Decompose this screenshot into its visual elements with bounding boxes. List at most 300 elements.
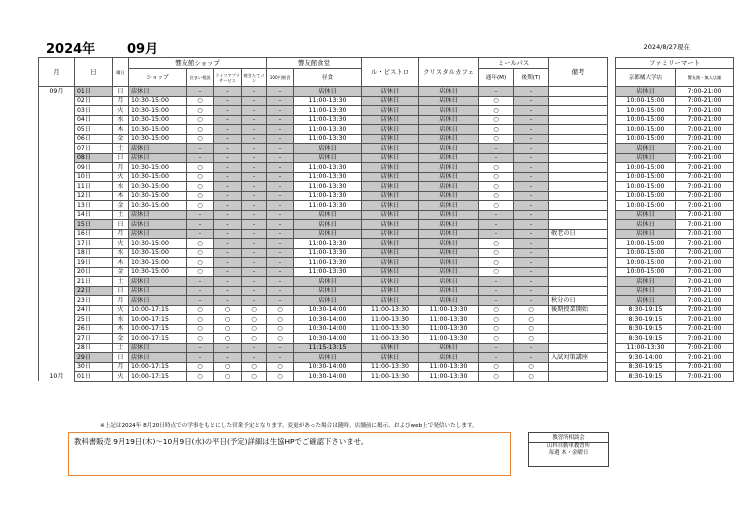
table-row <box>39 220 734 230</box>
table-row <box>39 258 734 268</box>
cell-lunch: 10:30-14:00 <box>294 305 362 315</box>
cell-fm-hibiki: 7:00-21:00 <box>676 334 734 344</box>
cell-lunch: 店休日 <box>294 220 362 230</box>
cell-day: 16日 <box>75 229 113 239</box>
cell-remarks <box>549 182 608 192</box>
cell-shop: 10:00-17:15 <box>129 315 187 325</box>
cell-weekday: 土 <box>113 277 129 287</box>
cell-fm-kyoto: 10:00-15:00 <box>616 106 676 116</box>
cell-reuse: - <box>214 163 242 173</box>
table-row <box>39 153 734 163</box>
cell-fm-kyoto: 店休日 <box>616 220 676 230</box>
cell-shop: 10:30-15:00 <box>129 248 187 258</box>
cell-crystal: 店休日 <box>419 229 479 239</box>
cell-bistro: 店休日 <box>362 191 419 201</box>
cell-shop: 店休日 <box>129 286 187 296</box>
cell-weekday: 火 <box>113 172 129 182</box>
cell-shop: 10:00-17:15 <box>129 324 187 334</box>
table-row <box>39 182 734 192</box>
cell-100yen: - <box>267 248 294 258</box>
cell-day: 05日 <box>75 125 113 135</box>
cell-bakery: - <box>242 258 267 268</box>
cell-shop: 10:30-15:00 <box>129 239 187 249</box>
cell-day: 01日 <box>75 372 113 382</box>
cell-weekday: 日 <box>113 353 129 363</box>
cell-mp-late: - <box>514 163 549 173</box>
cell-mp-late: - <box>514 220 549 230</box>
driving-school-days: 毎週 木・金曜日 <box>548 450 589 456</box>
cell-reuse: ○ <box>214 305 242 315</box>
cell-reuse: - <box>214 125 242 135</box>
cell-bistro: 店休日 <box>362 153 419 163</box>
cell-sumai: ○ <box>187 191 214 201</box>
cell-mp-late: ○ <box>514 362 549 372</box>
cell-fm-hibiki: 7:00-21:00 <box>676 201 734 211</box>
cell-100yen: ○ <box>267 362 294 372</box>
cell-sumai: - <box>187 296 214 306</box>
cell-weekday: 土 <box>113 343 129 353</box>
cell-reuse: ○ <box>214 324 242 334</box>
cell-bistro: 店休日 <box>362 353 419 363</box>
driving-school-title: 教習所相談会 <box>529 433 608 443</box>
cell-mp-weekday: ○ <box>479 334 514 344</box>
cell-shop: 10:00-17:15 <box>129 372 187 382</box>
cell-crystal: 店休日 <box>419 210 479 220</box>
cell-sumai: - <box>187 87 214 97</box>
cell-shop: 10:30-15:00 <box>129 134 187 144</box>
cell-bakery: - <box>242 239 267 249</box>
cell-crystal: 店休日 <box>419 248 479 258</box>
cell-remarks: 後期授業開始 <box>549 305 608 315</box>
cell-sumai: ○ <box>187 324 214 334</box>
col-group-mealpass: ミールパス <box>479 58 549 69</box>
cell-mp-weekday: ○ <box>479 106 514 116</box>
cell-100yen: - <box>267 106 294 116</box>
cell-fm-hibiki: 7:00-21:00 <box>676 267 734 277</box>
cell-mp-late: - <box>514 96 549 106</box>
cell-reuse: ○ <box>214 362 242 372</box>
table-row <box>39 96 734 106</box>
table-row <box>39 353 734 363</box>
cell-shop: 店休日 <box>129 353 187 363</box>
cell-bistro: 店休日 <box>362 210 419 220</box>
cell-lunch: 11:00-13:30 <box>294 115 362 125</box>
cell-100yen: - <box>267 115 294 125</box>
cell-bistro: 店休日 <box>362 248 419 258</box>
cell-reuse: - <box>214 296 242 306</box>
cell-bakery: - <box>242 296 267 306</box>
cell-remarks <box>549 315 608 325</box>
cell-shop: 店休日 <box>129 220 187 230</box>
cell-lunch: 11:00-13:30 <box>294 258 362 268</box>
month-title: 09月 <box>127 42 159 57</box>
cell-bistro: 店休日 <box>362 296 419 306</box>
cell-month <box>39 296 75 306</box>
cell-remarks <box>549 125 608 135</box>
cell-100yen: - <box>267 125 294 135</box>
cell-100yen: - <box>267 286 294 296</box>
cell-day: 18日 <box>75 248 113 258</box>
cell-bistro: 店休日 <box>362 125 419 135</box>
cell-day: 21日 <box>75 277 113 287</box>
cell-100yen: - <box>267 153 294 163</box>
cell-bistro: 11:00-13:30 <box>362 324 419 334</box>
cell-weekday: 月 <box>113 296 129 306</box>
cell-sumai: - <box>187 153 214 163</box>
cell-sumai: ○ <box>187 267 214 277</box>
cell-fm-hibiki: 7:00-21:00 <box>676 87 734 97</box>
cell-reuse: - <box>214 210 242 220</box>
cell-fm-kyoto: 10:00-15:00 <box>616 258 676 268</box>
cell-bakery: ○ <box>242 315 267 325</box>
cell-month <box>39 343 75 353</box>
cell-fm-kyoto: 8:30-19:15 <box>616 324 676 334</box>
cell-month <box>39 163 75 173</box>
cell-100yen: - <box>267 296 294 306</box>
cell-fm-kyoto: 10:00-15:00 <box>616 201 676 211</box>
cell-fm-kyoto: 8:30-19:15 <box>616 305 676 315</box>
cell-bistro: 店休日 <box>362 267 419 277</box>
cell-bakery: - <box>242 210 267 220</box>
cell-sumai: ○ <box>187 248 214 258</box>
table-row <box>39 115 734 125</box>
cell-month <box>39 362 75 372</box>
cell-day: 04日 <box>75 115 113 125</box>
cell-bakery: - <box>242 286 267 296</box>
cell-weekday: 日 <box>113 286 129 296</box>
cell-crystal: 店休日 <box>419 96 479 106</box>
cell-reuse: - <box>214 277 242 287</box>
cell-mp-weekday: ○ <box>479 248 514 258</box>
cell-month <box>39 210 75 220</box>
cell-100yen: - <box>267 144 294 154</box>
cell-remarks <box>549 324 608 334</box>
cell-fm-kyoto: 10:00-15:00 <box>616 96 676 106</box>
cell-crystal: 店休日 <box>419 296 479 306</box>
col-fm-kyoto: 京都橘大学店 <box>616 69 676 87</box>
cell-day: 07日 <box>75 144 113 154</box>
cell-fm-hibiki: 7:00-21:00 <box>676 343 734 353</box>
cell-bistro: 11:00-13:30 <box>362 362 419 372</box>
cell-day: 15日 <box>75 220 113 230</box>
cell-fm-hibiki: 7:00-21:00 <box>676 258 734 268</box>
cell-day: 01日 <box>75 87 113 97</box>
cell-fm-hibiki: 7:00-21:00 <box>676 372 734 382</box>
cell-mp-late: - <box>514 125 549 135</box>
cell-reuse: - <box>214 106 242 116</box>
cell-mp-weekday: ○ <box>479 134 514 144</box>
cell-mp-late: - <box>514 248 549 258</box>
cell-fm-kyoto: 10:00-15:00 <box>616 125 676 135</box>
cell-bistro: 店休日 <box>362 134 419 144</box>
cell-day: 24日 <box>75 305 113 315</box>
cell-shop: 店休日 <box>129 277 187 287</box>
cell-fm-kyoto: 10:00-15:00 <box>616 172 676 182</box>
cell-shop: 店休日 <box>129 87 187 97</box>
driving-school-box <box>528 432 609 467</box>
schedule-table <box>38 57 734 382</box>
cell-sumai: ○ <box>187 134 214 144</box>
cell-remarks <box>549 210 608 220</box>
cell-fm-kyoto: 店休日 <box>616 210 676 220</box>
cell-sumai: - <box>187 144 214 154</box>
table-row <box>39 286 734 296</box>
cell-sumai: - <box>187 277 214 287</box>
cell-shop: 店休日 <box>129 229 187 239</box>
table-row <box>39 239 734 249</box>
cell-day: 26日 <box>75 324 113 334</box>
cell-lunch: 11:00-13:30 <box>294 191 362 201</box>
cell-remarks <box>549 87 608 97</box>
cell-sumai: ○ <box>187 172 214 182</box>
cell-fm-kyoto: 8:30-19:15 <box>616 334 676 344</box>
table-row <box>39 362 734 372</box>
cell-shop: 10:30-15:00 <box>129 106 187 116</box>
cell-mp-late: - <box>514 258 549 268</box>
cell-mp-weekday: ○ <box>479 163 514 173</box>
cell-mp-weekday: ○ <box>479 191 514 201</box>
cell-100yen: - <box>267 163 294 173</box>
as-of-date: 2024/8/27現在 <box>643 43 690 51</box>
cell-lunch: 店休日 <box>294 353 362 363</box>
cell-crystal: 店休日 <box>419 343 479 353</box>
cell-100yen: - <box>267 201 294 211</box>
cell-remarks <box>549 258 608 268</box>
cell-mp-late: - <box>514 296 549 306</box>
cell-day: 25日 <box>75 315 113 325</box>
cell-remarks: 敬老の日 <box>549 229 608 239</box>
cell-bakery: - <box>242 125 267 135</box>
cell-remarks: 秋分の日 <box>549 296 608 306</box>
cell-crystal: 店休日 <box>419 191 479 201</box>
cell-bistro: 店休日 <box>362 106 419 116</box>
cell-shop: 店休日 <box>129 343 187 353</box>
cell-bakery: - <box>242 106 267 116</box>
cell-crystal: 店休日 <box>419 267 479 277</box>
col-mp-weekday: 通年(M) <box>479 69 514 87</box>
cell-remarks <box>549 248 608 258</box>
cell-mp-late: - <box>514 191 549 201</box>
cell-fm-kyoto: 9:30-14:00 <box>616 353 676 363</box>
col-crystal: クリスタルカフェ <box>419 58 479 87</box>
cell-day: 11日 <box>75 182 113 192</box>
cell-lunch: 11:00-13:30 <box>294 134 362 144</box>
cell-fm-kyoto: 8:30-19:15 <box>616 315 676 325</box>
cell-bakery: - <box>242 144 267 154</box>
table-row <box>39 324 734 334</box>
cell-fm-hibiki: 7:00-21:00 <box>676 106 734 116</box>
cell-fm-kyoto: 店休日 <box>616 286 676 296</box>
cell-mp-late: - <box>514 115 549 125</box>
cell-month <box>39 267 75 277</box>
cell-month <box>39 144 75 154</box>
col-sumai: 住まい相談 <box>187 69 214 87</box>
cell-mp-weekday: ○ <box>479 267 514 277</box>
table-row <box>39 210 734 220</box>
driving-school-name: 山科自動車教習所 <box>546 443 591 449</box>
cell-bakery: ○ <box>242 305 267 315</box>
col-reuse: ライフアプリサービス <box>214 69 242 87</box>
cell-lunch: 10:30-14:00 <box>294 334 362 344</box>
cell-crystal: 11:00-13:30 <box>419 305 479 315</box>
cell-crystal: 店休日 <box>419 286 479 296</box>
cell-bakery: - <box>242 229 267 239</box>
cell-mp-late: - <box>514 182 549 192</box>
cell-lunch: 店休日 <box>294 144 362 154</box>
cell-month <box>39 172 75 182</box>
col-weekday: 曜日 <box>113 58 129 87</box>
cell-sumai: ○ <box>187 201 214 211</box>
table-row <box>39 201 734 211</box>
cell-mp-late: - <box>514 201 549 211</box>
cell-lunch: 店休日 <box>294 286 362 296</box>
cell-sumai: - <box>187 343 214 353</box>
cell-sumai: ○ <box>187 125 214 135</box>
cell-reuse: - <box>214 144 242 154</box>
cell-crystal: 店休日 <box>419 153 479 163</box>
cell-crystal: 店休日 <box>419 277 479 287</box>
cell-sumai: - <box>187 229 214 239</box>
cell-mp-late: - <box>514 353 549 363</box>
cell-shop: 10:30-15:00 <box>129 258 187 268</box>
cell-day: 23日 <box>75 296 113 306</box>
cell-fm-hibiki: 7:00-21:00 <box>676 296 734 306</box>
cell-mp-weekday: ○ <box>479 362 514 372</box>
cell-100yen: - <box>267 220 294 230</box>
cell-bakery: ○ <box>242 334 267 344</box>
cell-crystal: 店休日 <box>419 125 479 135</box>
cell-reuse: - <box>214 353 242 363</box>
cell-fm-kyoto: 10:00-15:00 <box>616 248 676 258</box>
cell-100yen: - <box>267 210 294 220</box>
cell-fm-hibiki: 7:00-21:00 <box>676 248 734 258</box>
cell-day: 08日 <box>75 153 113 163</box>
cell-weekday: 水 <box>113 115 129 125</box>
cell-month <box>39 153 75 163</box>
cell-day: 09日 <box>75 163 113 173</box>
cell-crystal: 店休日 <box>419 115 479 125</box>
cell-day: 17日 <box>75 239 113 249</box>
cell-month <box>39 315 75 325</box>
cell-shop: 10:30-15:00 <box>129 172 187 182</box>
cell-100yen: - <box>267 191 294 201</box>
cell-bakery: - <box>242 153 267 163</box>
cell-day: 29日 <box>75 353 113 363</box>
cell-crystal: 店休日 <box>419 163 479 173</box>
cell-remarks <box>549 144 608 154</box>
cell-weekday: 月 <box>113 163 129 173</box>
cell-mp-weekday: - <box>479 153 514 163</box>
cell-day: 14日 <box>75 210 113 220</box>
cell-weekday: 火 <box>113 239 129 249</box>
cell-remarks <box>549 277 608 287</box>
cell-lunch: 10:30-14:00 <box>294 362 362 372</box>
cell-shop: 10:00-17:15 <box>129 334 187 344</box>
cell-lunch: 11:00-13:30 <box>294 182 362 192</box>
cell-remarks <box>549 362 608 372</box>
cell-month <box>39 115 75 125</box>
cell-reuse: - <box>214 182 242 192</box>
cell-shop: 10:30-15:00 <box>129 191 187 201</box>
cell-reuse: ○ <box>214 372 242 382</box>
cell-lunch: 11:00-13:30 <box>294 163 362 173</box>
cell-lunch: 店休日 <box>294 210 362 220</box>
cell-fm-hibiki: 7:00-21:00 <box>676 362 734 372</box>
table-row <box>39 229 734 239</box>
cell-fm-hibiki: 7:00-21:00 <box>676 286 734 296</box>
cell-100yen: - <box>267 267 294 277</box>
cell-lunch: 11:00-13:30 <box>294 239 362 249</box>
cell-bistro: 店休日 <box>362 182 419 192</box>
table-row <box>39 163 734 173</box>
cell-day: 30日 <box>75 362 113 372</box>
cell-crystal: 店休日 <box>419 87 479 97</box>
cell-fm-kyoto: 10:00-15:00 <box>616 239 676 249</box>
cell-100yen: ○ <box>267 372 294 382</box>
cell-weekday: 木 <box>113 125 129 135</box>
cell-bakery: - <box>242 96 267 106</box>
cell-mp-weekday: - <box>479 229 514 239</box>
cell-100yen: - <box>267 229 294 239</box>
cell-bakery: - <box>242 87 267 97</box>
cell-reuse: - <box>214 87 242 97</box>
cell-mp-late: - <box>514 267 549 277</box>
cell-lunch: 店休日 <box>294 277 362 287</box>
cell-mp-late: - <box>514 134 549 144</box>
cell-bakery: - <box>242 220 267 230</box>
cell-weekday: 水 <box>113 248 129 258</box>
cell-fm-hibiki: 7:00-21:00 <box>676 305 734 315</box>
cell-mp-weekday: - <box>479 220 514 230</box>
cell-remarks: 入試対策講座 <box>549 353 608 363</box>
cell-100yen: - <box>267 277 294 287</box>
cell-bistro: 店休日 <box>362 96 419 106</box>
cell-remarks <box>549 220 608 230</box>
cell-bistro: 店休日 <box>362 286 419 296</box>
cell-reuse: - <box>214 96 242 106</box>
cell-mp-weekday: - <box>479 210 514 220</box>
cell-month <box>39 353 75 363</box>
cell-mp-weekday: ○ <box>479 125 514 135</box>
col-group-shop: 響友館ショップ <box>129 58 267 69</box>
cell-bakery: - <box>242 248 267 258</box>
cell-day: 20日 <box>75 267 113 277</box>
cell-fm-kyoto: 11:00-13:30 <box>616 343 676 353</box>
cell-bistro: 店休日 <box>362 172 419 182</box>
cell-remarks <box>549 201 608 211</box>
cell-month <box>39 305 75 315</box>
col-bistro: ル・ビストロ <box>362 58 419 87</box>
textbook-notice-text: 教科書販売 9月19日(木)～10月9日(水)の平日(予定)詳細は生協HPでご確認下さいませ。 <box>74 437 369 446</box>
cell-mp-late: ○ <box>514 334 549 344</box>
cell-shop: 10:30-15:00 <box>129 96 187 106</box>
cell-bistro: 店休日 <box>362 144 419 154</box>
cell-mp-late: - <box>514 153 549 163</box>
cell-sumai: - <box>187 286 214 296</box>
cell-shop: 店休日 <box>129 210 187 220</box>
cell-weekday: 金 <box>113 201 129 211</box>
cell-mp-weekday: - <box>479 144 514 154</box>
cell-fm-kyoto: 10:00-15:00 <box>616 115 676 125</box>
cell-lunch: 10:30-14:00 <box>294 324 362 334</box>
cell-weekday: 月 <box>113 362 129 372</box>
cell-bakery: - <box>242 267 267 277</box>
cell-bakery: - <box>242 163 267 173</box>
cell-weekday: 金 <box>113 267 129 277</box>
cell-day: 22日 <box>75 286 113 296</box>
cell-shop: 店休日 <box>129 153 187 163</box>
col-group-familymart: ファミリーマート <box>616 58 734 69</box>
